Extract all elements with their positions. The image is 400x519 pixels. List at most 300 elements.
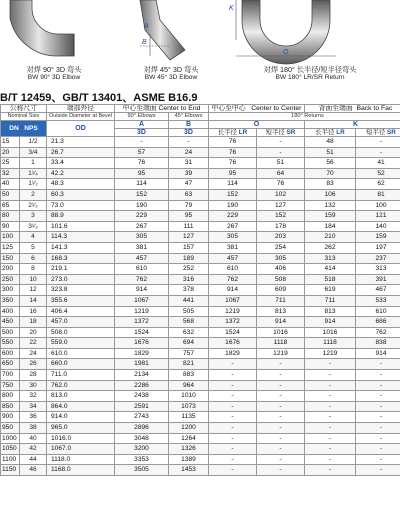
label-o-lr-cn: 长半径 (217, 129, 237, 136)
cell-nps: 3 (20, 211, 47, 222)
cell-k-lr: 70 (305, 168, 356, 179)
cell-od: 114.3 (47, 232, 115, 243)
label-o-sr-cn: 短半径 (265, 129, 285, 136)
cell-od: 1016.0 (47, 433, 115, 444)
cell-dn: 200 (1, 264, 20, 275)
table-row (1, 338, 400, 349)
table-row (1, 380, 400, 391)
cell-nps: 30 (20, 380, 47, 391)
header-od-en: Outside Diameter at Bevel (47, 113, 115, 121)
cell-o-sr: 76 (257, 179, 305, 190)
table-row (1, 137, 400, 148)
cell-od: 1168.0 (47, 465, 115, 476)
cell-k-sr: 533 (356, 295, 400, 306)
cell-od: 168.3 (47, 253, 115, 264)
cell-k-sr: 914 (356, 348, 400, 359)
cell-dn: 1000 (1, 433, 20, 444)
cell-b-45: 157 (169, 242, 209, 253)
cell-o-sr: 1219 (257, 348, 305, 359)
cell-o-sr: 64 (257, 168, 305, 179)
table-row (1, 158, 400, 169)
cell-o-lr: 76 (209, 158, 257, 169)
cell-k-lr: 159 (305, 211, 356, 222)
cell-b-45: 568 (169, 317, 209, 328)
cell-b-45: 189 (169, 253, 209, 264)
header-btof-en: Back to Fac (356, 105, 393, 112)
header-row-2 (1, 113, 400, 121)
cell-o-sr: - (257, 147, 305, 158)
cell-a-90: 267 (115, 221, 169, 232)
cell-k-sr: - (356, 359, 400, 370)
cell-k-lr: - (305, 380, 356, 391)
dimensions-table (0, 104, 400, 476)
cell-o-lr: 1829 (209, 348, 257, 359)
cell-o-sr: 102 (257, 189, 305, 200)
cell-k-lr: 813 (305, 306, 356, 317)
table-row (1, 147, 400, 158)
cell-b-45: 821 (169, 359, 209, 370)
cell-nps: 20 (20, 327, 47, 338)
cell-k-lr: 184 (305, 221, 356, 232)
cell-dn: 250 (1, 274, 20, 285)
cell-o-lr: 267 (209, 221, 257, 232)
cell-k-lr: - (305, 444, 356, 455)
cell-od: 711.0 (47, 370, 115, 381)
cell-o-sr: 406 (257, 264, 305, 275)
cell-a-90: 2591 (115, 401, 169, 412)
cell-b-45: 1135 (169, 412, 209, 423)
header-btof-cn: 背面至端面 (318, 105, 353, 112)
cell-a-90: 381 (115, 242, 169, 253)
cell-o-lr: 95 (209, 168, 257, 179)
caption-180-en: BW 180° LR/SR Return (275, 74, 345, 81)
label-k-sr (356, 129, 400, 137)
cell-o-sr: - (257, 137, 305, 148)
header-90-elbows: 90° Elbows (115, 113, 169, 121)
cell-o-sr: 711 (257, 295, 305, 306)
caption-90-en: BW 90° 3D Elbow (27, 74, 81, 81)
dim-k-label: K (229, 5, 234, 12)
cell-dn: 65 (1, 200, 20, 211)
cell-nps: 2 (20, 189, 47, 200)
cell-dn: 550 (1, 338, 20, 349)
cell-a-90: 1524 (115, 327, 169, 338)
cell-nps: 24 (20, 348, 47, 359)
cell-a-90: 3505 (115, 465, 169, 476)
cell-b-45: 505 (169, 306, 209, 317)
caption-180-return (240, 66, 380, 82)
caption-45-en: BW 45° 3D Elbow (144, 74, 198, 81)
cell-b-45: 1453 (169, 465, 209, 476)
cell-b-45: 1200 (169, 423, 209, 434)
cell-dn: 40 (1, 179, 20, 190)
cell-b-45: 47 (169, 179, 209, 190)
cell-k-sr: - (356, 380, 400, 391)
label-k: K (305, 121, 400, 129)
cell-o-sr: 1016 (257, 327, 305, 338)
cell-k-sr: 52 (356, 168, 400, 179)
cell-od: 141.3 (47, 242, 115, 253)
header-ctc-en: Center to Center (251, 105, 302, 112)
cell-b-45: 1010 (169, 391, 209, 402)
cell-nps: 38 (20, 423, 47, 434)
cell-dn: 32 (1, 168, 20, 179)
cell-o-lr: 381 (209, 242, 257, 253)
cell-a-90: 57 (115, 147, 169, 158)
standard-title: B/T 12459、GB/T 13401、ASME B16.9 (0, 92, 198, 104)
cell-b-45: 95 (169, 211, 209, 222)
cell-k-lr: 711 (305, 295, 356, 306)
cell-k-lr: 56 (305, 158, 356, 169)
header-dn-nps (1, 121, 47, 137)
cell-dn: 700 (1, 370, 20, 381)
elbow-90-drawing (10, 0, 74, 56)
table-row (1, 370, 400, 381)
cell-a-90: 2438 (115, 391, 169, 402)
cell-dn: 1100 (1, 454, 20, 465)
cell-k-lr: 106 (305, 189, 356, 200)
cell-k-sr: 610 (356, 306, 400, 317)
cell-k-lr: 313 (305, 253, 356, 264)
header-row-1 (1, 105, 400, 113)
table-row (1, 200, 400, 211)
table-row (1, 221, 400, 232)
label-3d-a: 3D (115, 129, 169, 137)
cell-k-sr: 197 (356, 242, 400, 253)
cell-o-sr: 508 (257, 274, 305, 285)
cell-od: 26.7 (47, 147, 115, 158)
cell-nps: 18 (20, 317, 47, 328)
cell-a-90: 95 (115, 168, 169, 179)
header-row-3 (1, 121, 400, 129)
cell-o-sr: 813 (257, 306, 305, 317)
cell-o-lr: - (209, 359, 257, 370)
cell-k-lr: 518 (305, 274, 356, 285)
header-45-elbows: 45° Elbows (169, 113, 209, 121)
cell-k-sr: 467 (356, 285, 400, 296)
dim-b-label: B (142, 39, 147, 46)
cell-dn: 150 (1, 253, 20, 264)
label-o-lr-en: LR (238, 129, 248, 136)
cell-b-45: 964 (169, 380, 209, 391)
cell-k-lr: 619 (305, 285, 356, 296)
cell-nps: 1¹⁄₄ (20, 168, 47, 179)
label-k-sr-cn: 短半径 (366, 129, 386, 136)
table-row (1, 253, 400, 264)
cell-k-lr: 1016 (305, 327, 356, 338)
cell-b-45: 632 (169, 327, 209, 338)
cell-a-90: 2743 (115, 412, 169, 423)
cell-od: 219.1 (47, 264, 115, 275)
cell-b-45: 127 (169, 232, 209, 243)
cell-nps: 4 (20, 232, 47, 243)
cell-o-lr: - (209, 465, 257, 476)
cell-k-sr: 41 (356, 158, 400, 169)
cell-k-lr: - (305, 359, 356, 370)
cell-a-90: - (115, 137, 169, 148)
cell-k-sr: 762 (356, 327, 400, 338)
cell-od: 88.9 (47, 211, 115, 222)
cell-k-sr: - (356, 454, 400, 465)
cell-k-lr: - (305, 465, 356, 476)
cell-od: 60.3 (47, 189, 115, 200)
cell-b-45: 252 (169, 264, 209, 275)
cell-nps: 46 (20, 465, 47, 476)
cell-dn: 125 (1, 242, 20, 253)
cell-o-sr: - (257, 433, 305, 444)
cell-dn: 600 (1, 348, 20, 359)
cell-o-lr: - (209, 401, 257, 412)
cell-nps: 16 (20, 306, 47, 317)
cell-a-90: 152 (115, 189, 169, 200)
return-180-drawing (229, 0, 336, 64)
cell-o-lr: 1524 (209, 327, 257, 338)
cell-dn: 1050 (1, 444, 20, 455)
cell-dn: 15 (1, 137, 20, 148)
cell-dn: 20 (1, 147, 20, 158)
header-center-to-center (209, 105, 305, 113)
cell-o-sr: 914 (257, 317, 305, 328)
cell-a-90: 1981 (115, 359, 169, 370)
cell-od: 101.6 (47, 221, 115, 232)
cell-nps: 5 (20, 242, 47, 253)
cell-o-sr: - (257, 359, 305, 370)
table-row (1, 317, 400, 328)
cell-k-sr: - (356, 147, 400, 158)
col-nps-label: NPS (24, 125, 38, 132)
cell-nps: 6 (20, 253, 47, 264)
cell-a-90: 762 (115, 274, 169, 285)
caption-180-cn: 对焊 180° 长半径/短半径弯头 (263, 65, 357, 74)
table-row (1, 295, 400, 306)
cell-a-90: 3200 (115, 444, 169, 455)
cell-od: 762.0 (47, 380, 115, 391)
cell-k-sr: - (356, 401, 400, 412)
label-k-lr-cn: 长半径 (315, 129, 335, 136)
cell-k-lr: - (305, 454, 356, 465)
table-row (1, 423, 400, 434)
cell-od: 21.3 (47, 137, 115, 148)
header-back-to-face (305, 105, 400, 113)
cell-k-sr: 62 (356, 179, 400, 190)
cell-o-lr: - (209, 433, 257, 444)
label-k-sr-en: SR (387, 129, 396, 136)
cell-k-sr: 686 (356, 317, 400, 328)
header-180-returns: 180° Returns (209, 113, 400, 121)
cell-b-45: 316 (169, 274, 209, 285)
header-center-to-end: 中心至端面 Center to End (115, 105, 209, 113)
table-row (1, 391, 400, 402)
cell-o-sr: 152 (257, 211, 305, 222)
cell-k-lr: - (305, 412, 356, 423)
cell-nps: 2¹⁄₂ (20, 200, 47, 211)
cell-o-lr: 190 (209, 200, 257, 211)
cell-k-sr: - (356, 423, 400, 434)
cell-o-lr: 305 (209, 232, 257, 243)
table-row (1, 465, 400, 476)
cell-od: 1118.0 (47, 454, 115, 465)
cell-dn: 450 (1, 317, 20, 328)
cell-dn: 750 (1, 380, 20, 391)
cell-nps: 1 (20, 158, 47, 169)
cell-k-sr: - (356, 137, 400, 148)
cell-k-lr: - (305, 433, 356, 444)
cell-od: 610.0 (47, 348, 115, 359)
table-row (1, 412, 400, 423)
cell-o-lr: 610 (209, 264, 257, 275)
cell-k-sr: - (356, 412, 400, 423)
cell-k-lr: - (305, 391, 356, 402)
header-nominal-en: Nominal Size (1, 113, 47, 121)
cell-k-lr: 83 (305, 179, 356, 190)
label-k-lr (305, 129, 356, 137)
cell-dn: 650 (1, 359, 20, 370)
cell-od: 457.0 (47, 317, 115, 328)
cell-o-sr: 305 (257, 253, 305, 264)
cell-o-lr: 152 (209, 189, 257, 200)
cell-o-lr: 1219 (209, 306, 257, 317)
cell-nps: 40 (20, 433, 47, 444)
dim-a-label: A (144, 23, 149, 30)
label-k-lr-en: LR (336, 129, 345, 136)
cell-o-lr: 229 (209, 211, 257, 222)
cell-k-sr: 121 (356, 211, 400, 222)
cell-o-lr: - (209, 412, 257, 423)
cell-od: 864.0 (47, 401, 115, 412)
cell-od: 559.0 (47, 338, 115, 349)
cell-od: 42.2 (47, 168, 115, 179)
label-3d-b: 3D (169, 129, 209, 137)
cell-k-lr: - (305, 401, 356, 412)
cell-o-lr: 114 (209, 179, 257, 190)
cell-o-sr: - (257, 454, 305, 465)
cell-a-90: 114 (115, 179, 169, 190)
cell-dn: 80 (1, 211, 20, 222)
cell-o-lr: - (209, 454, 257, 465)
table-row (1, 327, 400, 338)
cell-b-45: 31 (169, 158, 209, 169)
cell-k-sr: 140 (356, 221, 400, 232)
cell-dn: 100 (1, 232, 20, 243)
cell-od: 355.6 (47, 295, 115, 306)
caption-45-elbow (126, 66, 216, 82)
cell-od: 323.8 (47, 285, 115, 296)
cell-a-90: 190 (115, 200, 169, 211)
cell-a-90: 1829 (115, 348, 169, 359)
cell-od: 406.4 (47, 306, 115, 317)
cell-k-sr: 391 (356, 274, 400, 285)
cell-od: 1067.0 (47, 444, 115, 455)
cell-a-90: 305 (115, 232, 169, 243)
cell-o-lr: 76 (209, 147, 257, 158)
header-ctc-cn: 中心至中心 (211, 105, 246, 112)
caption-45-cn: 对焊 45° 3D 弯头 (143, 65, 199, 74)
cell-o-lr: 914 (209, 285, 257, 296)
cell-k-sr: - (356, 444, 400, 455)
cell-a-90: 1676 (115, 338, 169, 349)
cell-o-sr: 203 (257, 232, 305, 243)
cell-dn: 1150 (1, 465, 20, 476)
table-row (1, 274, 400, 285)
table-row (1, 211, 400, 222)
cell-k-lr: 51 (305, 147, 356, 158)
cell-k-sr: 81 (356, 189, 400, 200)
cell-o-sr: 254 (257, 242, 305, 253)
col-dn-label: DN (9, 125, 19, 132)
cell-o-sr: 609 (257, 285, 305, 296)
cell-k-sr: 313 (356, 264, 400, 275)
cell-b-45: 378 (169, 285, 209, 296)
cell-a-90: 1372 (115, 317, 169, 328)
cell-o-lr: 1372 (209, 317, 257, 328)
cell-b-45: 1326 (169, 444, 209, 455)
cell-o-sr: 51 (257, 158, 305, 169)
cell-dn: 50 (1, 189, 20, 200)
label-o-sr (257, 129, 305, 137)
cell-k-sr: 100 (356, 200, 400, 211)
cell-o-lr: - (209, 444, 257, 455)
cell-b-45: 1389 (169, 454, 209, 465)
cell-nps: 3¹⁄₂ (20, 221, 47, 232)
cell-nps: 8 (20, 264, 47, 275)
label-o-sr-en: SR (286, 129, 296, 136)
table-row (1, 242, 400, 253)
cell-o-sr: - (257, 401, 305, 412)
cell-k-sr: - (356, 465, 400, 476)
cell-nps: 14 (20, 295, 47, 306)
cell-k-lr: - (305, 370, 356, 381)
cell-od: 273.0 (47, 274, 115, 285)
label-a: A (115, 121, 169, 129)
cell-o-sr: - (257, 380, 305, 391)
caption-90-cn: 对焊 90° 3D 弯头 (26, 65, 82, 74)
table-row (1, 348, 400, 359)
table-row (1, 454, 400, 465)
cell-b-45: 883 (169, 370, 209, 381)
table-body (1, 137, 400, 476)
cell-o-sr: - (257, 465, 305, 476)
cell-dn: 500 (1, 327, 20, 338)
cell-k-sr: 237 (356, 253, 400, 264)
cell-a-90: 3353 (115, 454, 169, 465)
cell-a-90: 610 (115, 264, 169, 275)
cell-od: 660.0 (47, 359, 115, 370)
cell-a-90: 1219 (115, 306, 169, 317)
cell-k-sr: 838 (356, 338, 400, 349)
cell-k-lr: 262 (305, 242, 356, 253)
cell-nps: 42 (20, 444, 47, 455)
cell-o-lr: 762 (209, 274, 257, 285)
cell-k-lr: 1219 (305, 348, 356, 359)
cell-k-lr: 414 (305, 264, 356, 275)
cell-o-sr: - (257, 423, 305, 434)
cell-nps: 32 (20, 391, 47, 402)
cell-a-90: 76 (115, 158, 169, 169)
cell-od: 813.0 (47, 391, 115, 402)
table-row (1, 359, 400, 370)
cell-nps: 1¹⁄₂ (20, 179, 47, 190)
cell-o-lr: 1676 (209, 338, 257, 349)
cell-o-lr: - (209, 380, 257, 391)
cell-a-90: 2286 (115, 380, 169, 391)
cell-a-90: 1067 (115, 295, 169, 306)
cell-b-45: 63 (169, 189, 209, 200)
cell-a-90: 2134 (115, 370, 169, 381)
cell-a-90: 2896 (115, 423, 169, 434)
cell-b-45: 79 (169, 200, 209, 211)
cell-b-45: 757 (169, 348, 209, 359)
table-row (1, 232, 400, 243)
